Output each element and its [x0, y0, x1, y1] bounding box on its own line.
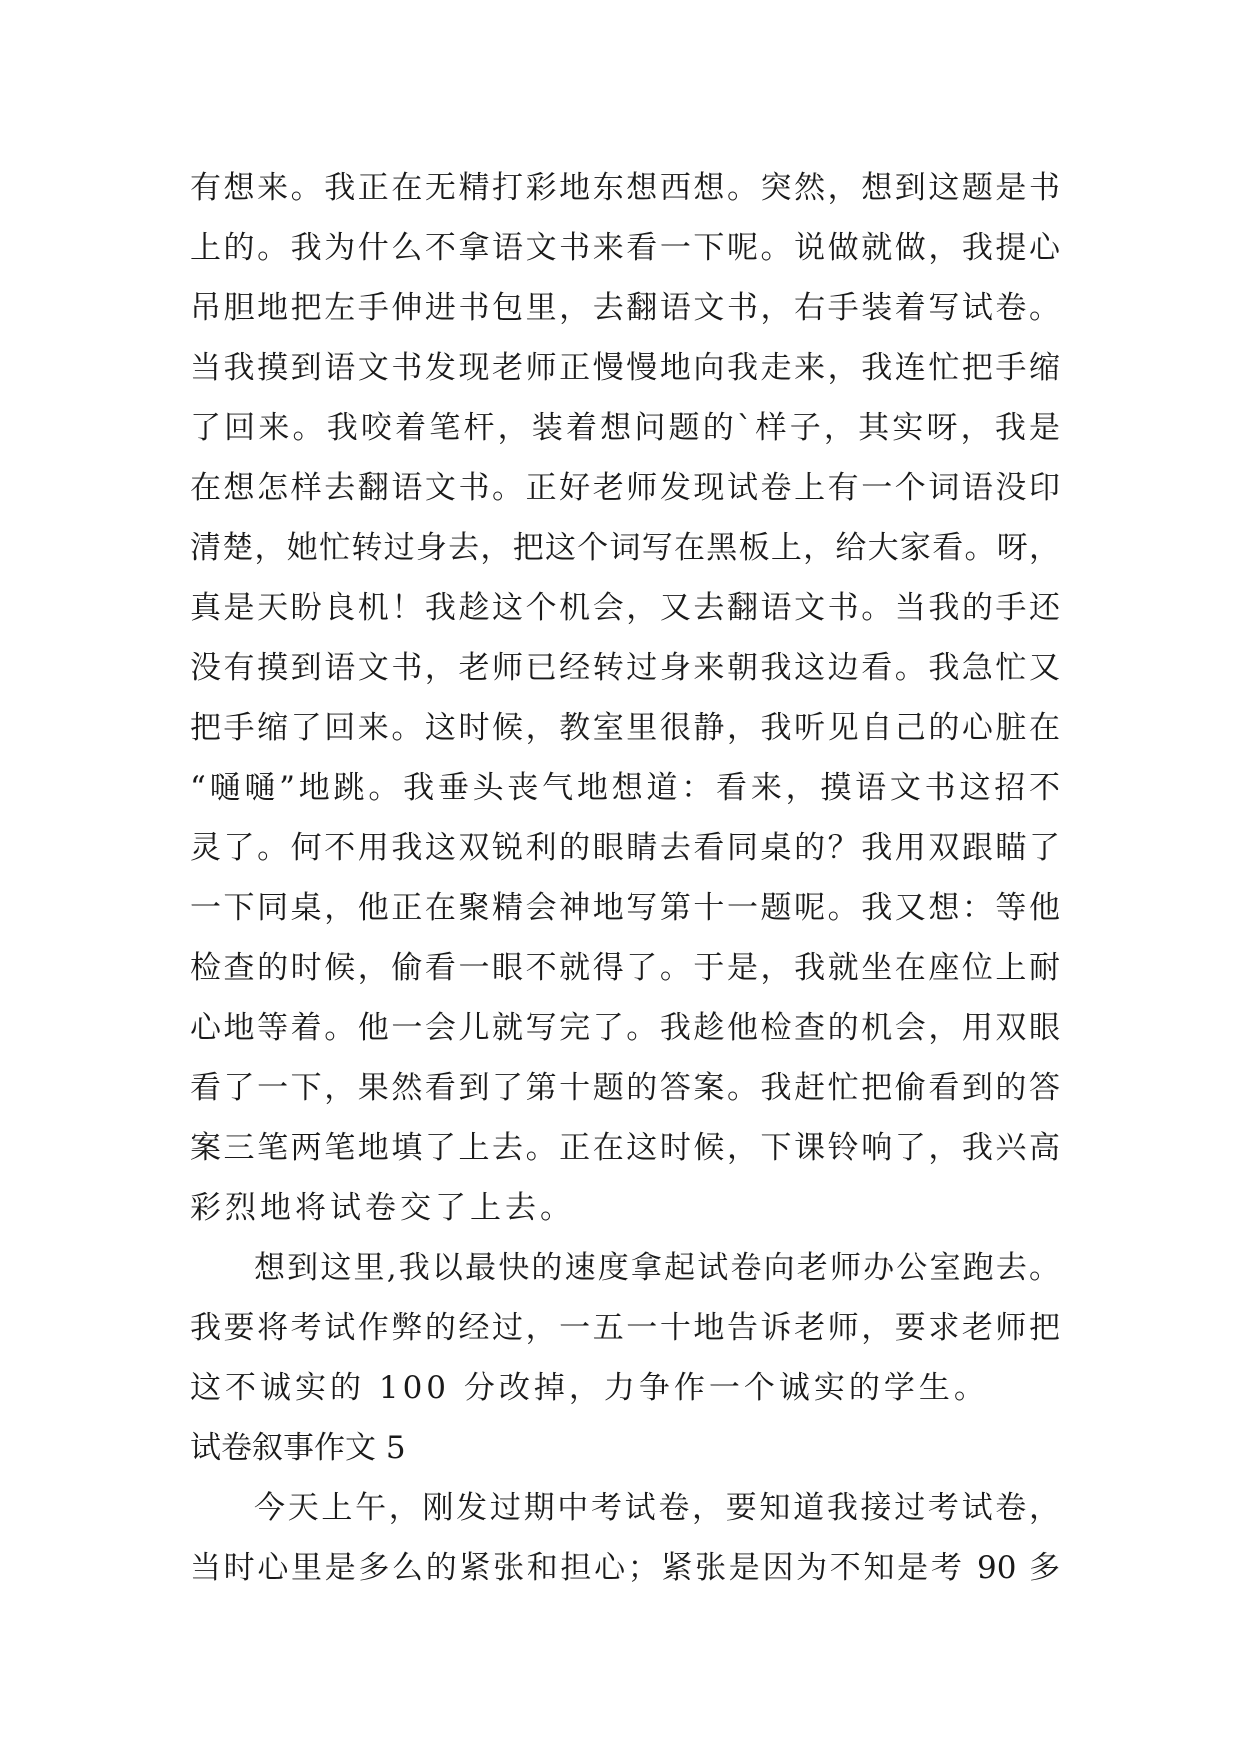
text-line: “嗵嗵”地跳。我垂头丧气地想道：看来，摸语文书这招不 — [190, 770, 1060, 806]
document-body — [190, 158, 1060, 1598]
text-line: 灵了。何不用我这双锐利的眼睛去看同桌的？我用双跟瞄了 — [190, 830, 1060, 866]
text-line: 把手缩了回来。这时候，教室里很静，我听见自己的心脏在 — [190, 710, 1060, 746]
paragraph-story-continuation — [190, 158, 1060, 1238]
text-line: 想到这里,我以最快的速度拿起试卷向老师办公室跑去。 — [254, 1250, 1060, 1286]
text-line: 真是天盼良机！我趁这个机会，又去翻语文书。当我的手还 — [190, 590, 1060, 626]
text-line: 在想怎样去翻语文书。正好老师发现试卷上有一个词语没印 — [190, 470, 1060, 506]
paragraph-essay-5 — [190, 1478, 1060, 1598]
text-line: 没有摸到语文书，老师已经转过身来朝我这边看。我急忙又 — [190, 650, 1060, 686]
text-line: 了回来。我咬着笔杆，装着想问题的`样子，其实呀，我是 — [190, 410, 1060, 446]
text-line: 心地等着。他一会儿就写完了。我趁他检查的机会，用双眼 — [190, 1010, 1060, 1046]
text-line: 一下同桌，他正在聚精会神地写第十一题呢。我又想：等他 — [190, 890, 1060, 926]
paragraph-resolution — [190, 1238, 1060, 1418]
text-line: 吊胆地把左手伸进书包里，去翻语文书，右手装着写试卷。 — [190, 290, 1060, 326]
text-line: 案三笔两笔地填了上去。正在这时候，下课铃响了，我兴高 — [190, 1130, 1060, 1166]
text-line: 我要将考试作弊的经过，一五一十地告诉老师，要求老师把 — [190, 1310, 1060, 1346]
text-line: 这不诚实的 100 分改掉，力争作一个诚实的学生。 — [190, 1370, 989, 1406]
text-line: 清楚，她忙转过身去，把这个词写在黑板上，给大家看。呀， — [190, 530, 1060, 566]
text-line: 彩烈地将试卷交了上去。 — [190, 1190, 575, 1226]
text-line: 今天上午，刚发过期中考试卷，要知道我接过考试卷， — [254, 1490, 1060, 1526]
section-heading: 试卷叙事作文 5 — [190, 1430, 406, 1466]
text-line: 当时心里是多么的紧张和担心；紧张是因为不知是考 90 多 — [190, 1550, 1060, 1586]
text-line: 有想来。我正在无精打彩地东想西想。突然，想到这题是书 — [190, 170, 1060, 206]
text-line: 上的。我为什么不拿语文书来看一下呢。说做就做，我提心 — [190, 230, 1060, 266]
text-line: 当我摸到语文书发现老师正慢慢地向我走来，我连忙把手缩 — [190, 350, 1060, 386]
text-line: 检查的时候，偷看一眼不就得了。于是，我就坐在座位上耐 — [190, 950, 1060, 986]
text-line: 看了一下，果然看到了第十题的答案。我赶忙把偷看到的答 — [190, 1070, 1060, 1106]
